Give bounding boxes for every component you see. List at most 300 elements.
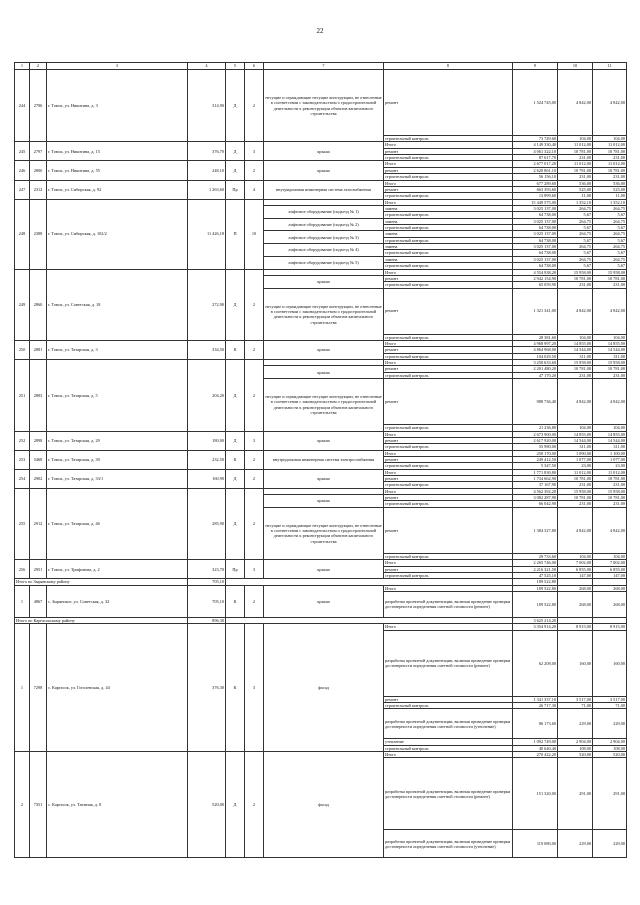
house-id: 2796 xyxy=(30,70,47,142)
house-id: 7298 xyxy=(30,624,47,752)
area: 1 263,60 xyxy=(188,180,226,199)
work-type: несущие и ограждающие несущие конструкции, не отнесенные в соответствии с законодательством о градостроительной деятельности к реконструкции объектов капитального строительства xyxy=(264,288,384,340)
cost-limit: 264,75 xyxy=(593,231,627,237)
work-kind: Итого xyxy=(384,560,513,566)
work-kind: Итого xyxy=(384,180,513,186)
cost-limit: 10 781,00 xyxy=(593,167,627,173)
cost-total: 2 617 920,00 xyxy=(513,437,558,443)
cost-per-sqm: 10 781,00 xyxy=(558,148,593,154)
cost-total: 15 449 575,00 xyxy=(513,199,558,205)
cost-total: 2 942 154,90 xyxy=(513,275,558,281)
work-kind: ремонт xyxy=(384,347,513,353)
header-cell: 5 xyxy=(226,63,245,70)
table-row xyxy=(15,142,627,148)
work-type: несущие и ограждающие несущие конструкции, не отнесенные в соответствии с законодательством о градостроительной деятельности к реконструкции объектов капитального строительства xyxy=(264,70,384,142)
cost-total: 4 864 968,00 xyxy=(513,347,558,353)
work-kind: ремонт xyxy=(384,366,513,372)
work-kind: ремонт xyxy=(384,288,513,334)
header-cell: 8 xyxy=(384,63,513,70)
cost-per-sqm: 71,00 xyxy=(558,703,593,709)
area: 896,30 xyxy=(188,617,226,623)
cost-total: 250 170,00 xyxy=(513,450,558,456)
cost-per-sqm: 4 842,00 xyxy=(558,288,593,334)
work-kind: строительный контроль xyxy=(384,136,513,142)
cost-per-sqm: 11 012,00 xyxy=(558,142,593,148)
cost-total: 3 354 914,20 xyxy=(513,624,558,630)
cost-per-sqm: 10 781,00 xyxy=(558,366,593,372)
cost-total: 119 080,00 xyxy=(513,830,558,858)
work-kind: строительный контроль xyxy=(384,745,513,751)
work-kind: строительный контроль xyxy=(384,425,513,431)
header-cell: 9 xyxy=(513,63,558,70)
cost-limit: 5,67 xyxy=(593,212,627,218)
work-type: внутридомовая инженерная система электроснабжения xyxy=(264,450,384,469)
work-kind: ремонт xyxy=(384,476,513,482)
work-type: крыша xyxy=(264,142,384,161)
work-kind: строительный контроль xyxy=(384,553,513,559)
cost-limit: 520,00 xyxy=(593,752,627,758)
district-total-label: Итого по Зырянскому району xyxy=(15,579,188,585)
district-total-label: Итого по Каргасокскому району xyxy=(15,617,188,623)
address: г. Томск, ул. Татарская, д. 33/1 xyxy=(47,469,188,488)
area: 160,90 xyxy=(188,469,226,488)
cost-per-sqm: 311,00 xyxy=(558,444,593,450)
cost-limit: 291,00 xyxy=(593,758,627,830)
work-kind: ремонт xyxy=(384,379,513,425)
cost-limit: 536,00 xyxy=(593,180,627,186)
cost-per-sqm: 264,75 xyxy=(558,205,593,211)
cost-limit: 311,00 xyxy=(593,444,627,450)
area: 204,20 xyxy=(188,360,226,431)
cost-per-sqm: 10 781,00 xyxy=(558,275,593,281)
cost-limit: 229,00 xyxy=(593,830,627,858)
cost-total: 104 029,50 xyxy=(513,353,558,359)
cost-limit: 14 855,00 xyxy=(593,431,627,437)
cost-per-sqm: 231,00 xyxy=(558,174,593,180)
cost-per-sqm: 11 012,00 xyxy=(558,469,593,475)
address: г. Томск, ул. Татарская, д. 29 xyxy=(47,431,188,450)
house-id: 2312 xyxy=(30,180,47,199)
work-kind: строительный контроль xyxy=(384,193,513,199)
header-cell: 2 xyxy=(30,63,47,70)
address: г. Томск, ул. Татарская, д. 39 xyxy=(47,450,188,469)
work-type: крыша xyxy=(264,495,384,508)
floors: 3 xyxy=(245,431,264,450)
cost-limit: 5,67 xyxy=(593,237,627,243)
cost-total: 1 384 327,80 xyxy=(513,507,558,553)
cost-per-sqm: 15 958,00 xyxy=(558,269,593,275)
work-kind: Итого xyxy=(384,161,513,167)
floors: 2 xyxy=(245,340,264,359)
work-kind: ремонт xyxy=(384,275,513,281)
cost-limit: 14 855,00 xyxy=(593,340,627,346)
work-kind: строительный контроль xyxy=(384,174,513,180)
page-number: 22 xyxy=(316,27,324,35)
cost-total: 47 170,20 xyxy=(513,372,558,378)
work-type: крыша xyxy=(264,340,384,359)
cost-per-sqm: 264,75 xyxy=(558,256,593,262)
area: 323,70 xyxy=(188,560,226,579)
cost-total: 2 216 321,50 xyxy=(513,566,558,572)
work-type: лифтовое оборудование (подъезд № 2) xyxy=(264,218,384,231)
cost-per-sqm: 1 077,00 xyxy=(558,456,593,462)
cost-per-sqm: 14 544,00 xyxy=(558,347,593,353)
cost-per-sqm: 5,67 xyxy=(558,237,593,243)
header-cell: 11 xyxy=(593,63,627,70)
cost-limit: 11 012,00 xyxy=(593,142,627,148)
cost-total: 40 640,40 xyxy=(513,745,558,751)
work-type: крыша xyxy=(264,431,384,450)
cost-limit: 4 842,00 xyxy=(593,507,627,553)
cost-total: 87 617,70 xyxy=(513,155,558,161)
cost-limit: 23,00 xyxy=(593,463,627,469)
work-kind: строительный контроль xyxy=(384,282,513,288)
wall-material: Д xyxy=(226,360,245,431)
cost-total: 2 201 480,20 xyxy=(513,366,558,372)
cost-limit: 104,00 xyxy=(593,334,627,340)
work-kind: строительный контроль xyxy=(384,372,513,378)
cost-total: 37 167,90 xyxy=(513,482,558,488)
work-type: лифтовое оборудование (подъезд № 4) xyxy=(264,244,384,257)
cost-limit: 231,00 xyxy=(593,174,627,180)
cost-limit: 3 517,00 xyxy=(593,696,627,702)
work-kind: Итого xyxy=(384,488,513,494)
cost-limit: 229,00 xyxy=(593,709,627,739)
area: 376,70 xyxy=(188,142,226,161)
work-type: лифтовое оборудование (подъезд № 3) xyxy=(264,231,384,244)
cost-limit: 525,00 xyxy=(593,186,627,192)
table-row xyxy=(15,624,627,630)
cost-limit: 104,00 xyxy=(593,136,627,142)
cost-limit: 14 544,00 xyxy=(593,347,627,353)
cost-total: 64 738,00 xyxy=(513,225,558,231)
work-kind: строительный контроль xyxy=(384,572,513,578)
row-number: 1 xyxy=(15,624,30,752)
work-kind: строительный контроль xyxy=(384,212,513,218)
work-kind: строительный контроль xyxy=(384,703,513,709)
work-kind: строительный контроль xyxy=(384,463,513,469)
house-id: 2860 xyxy=(30,269,47,340)
cost-total: 151 320,00 xyxy=(513,758,558,830)
area: 705,10 xyxy=(188,585,226,617)
work-type: внутридомовая инженерная система газоснабжения xyxy=(264,180,384,199)
cost-limit: 1 352,10 xyxy=(593,199,627,205)
header-cell: 7 xyxy=(264,63,384,70)
cost-limit: 264,75 xyxy=(593,244,627,250)
floors: 10 xyxy=(245,199,264,269)
area: 285,90 xyxy=(188,488,226,559)
row-number: 254 xyxy=(15,469,30,488)
cost-per-sqm: 268,00 xyxy=(558,591,593,617)
address: г. Томск, ул. Татарская, д. 3 xyxy=(47,340,188,359)
wall-material: К xyxy=(226,340,245,359)
wall-material: Д xyxy=(226,161,245,180)
address: г. Томск, ул. Татарская, д. 5 xyxy=(47,360,188,431)
cost-total: 189 522,80 xyxy=(513,591,558,617)
row-number: 251 xyxy=(15,360,30,431)
address: г. Томск, ул. Советская, д. 18 xyxy=(47,269,188,340)
house-id: 2883 xyxy=(30,360,47,431)
cost-limit: 10 781,00 xyxy=(593,148,627,154)
cost-limit: 104,00 xyxy=(593,425,627,431)
work-kind: строительный контроль xyxy=(384,501,513,507)
cost-total: 3 025 137,00 xyxy=(513,218,558,224)
row-number: 249 xyxy=(15,269,30,340)
cost-total: 1 524 745,00 xyxy=(513,70,558,136)
cost-total: 73 749,60 xyxy=(513,136,558,142)
work-kind: Итого xyxy=(384,431,513,437)
wall-material: Д xyxy=(226,431,245,450)
cost-total: 677 289,60 xyxy=(513,180,558,186)
work-kind: ремонт xyxy=(384,566,513,572)
work-kind: разработка проектной документации, включая проведение проверки достоверности определения сметной стоимости (утепление) xyxy=(384,830,513,858)
cost-limit: 147,00 xyxy=(593,572,627,578)
header-cell: 10 xyxy=(558,63,593,70)
cost-limit: 5,67 xyxy=(593,225,627,231)
cost-per-sqm: 231,00 xyxy=(558,501,593,507)
row-number: 248 xyxy=(15,199,30,269)
header-cell: 4 xyxy=(188,63,226,70)
work-kind: строительный контроль xyxy=(384,155,513,161)
wall-material: К xyxy=(226,624,245,752)
work-type: лифтовое оборудование (подъезд № 5) xyxy=(264,256,384,269)
cost-limit: 231,00 xyxy=(593,501,627,507)
cost-per-sqm: 5,67 xyxy=(558,212,593,218)
work-type: фасад xyxy=(264,752,384,858)
work-kind: строительный контроль xyxy=(384,482,513,488)
floors: 2 xyxy=(245,585,264,617)
header-cell: 1 xyxy=(15,63,30,70)
cost-per-sqm: 525,00 xyxy=(558,186,593,192)
cost-total: 189 522,80 xyxy=(513,579,558,585)
cost-total: 56 156,10 xyxy=(513,174,558,180)
cost-per-sqm: 1 090,00 xyxy=(558,450,593,456)
cost-per-sqm: 10 781,00 xyxy=(558,167,593,173)
work-kind: Итого xyxy=(384,269,513,275)
work-kind: утепление xyxy=(384,739,513,745)
table-row xyxy=(15,431,627,437)
cost-total: 189 522,80 xyxy=(513,585,558,591)
cost-total: 1 092 749,00 xyxy=(513,739,558,745)
cost-limit: 10 781,00 xyxy=(593,495,627,501)
cost-limit: 231,00 xyxy=(593,482,627,488)
cost-per-sqm: 15 958,00 xyxy=(558,488,593,494)
cost-per-sqm: 231,00 xyxy=(558,482,593,488)
cost-limit: 11,00 xyxy=(593,193,627,199)
address: г. Томск, ул. Никитина, д. 3 xyxy=(47,70,188,142)
row-number: 253 xyxy=(15,450,30,469)
cost-total: 988 736,40 xyxy=(513,379,558,425)
work-kind: Итого xyxy=(384,142,513,148)
row-number: 247 xyxy=(15,180,30,199)
cost-total: 4 554 938,20 xyxy=(513,269,558,275)
cost-per-sqm: 536,00 xyxy=(558,180,593,186)
cost-limit: 268,00 xyxy=(593,585,627,591)
row-number: 246 xyxy=(15,161,30,180)
work-kind: Итого xyxy=(384,752,513,758)
work-kind: замена xyxy=(384,218,513,224)
cost-total: 249 412,50 xyxy=(513,456,558,462)
cost-total: 26 717,30 xyxy=(513,703,558,709)
cost-per-sqm: 6 855,00 xyxy=(558,566,593,572)
cost-total: 2 673 900,00 xyxy=(513,431,558,437)
cost-total: 64 738,00 xyxy=(513,237,558,243)
wall-material: К xyxy=(226,585,245,617)
cost-total: 3 025 137,00 xyxy=(513,205,558,211)
table-row xyxy=(15,161,627,167)
cost-limit: 10 781,00 xyxy=(593,476,627,482)
cost-per-sqm: 5,67 xyxy=(558,263,593,269)
work-type: несущие и ограждающие несущие конструкции, не отнесенные в соответствии с законодательством о градостроительной деятельности к реконструкции объектов капитального строительства xyxy=(264,379,384,431)
cost-per-sqm: 104,00 xyxy=(558,553,593,559)
cost-per-sqm: 5,67 xyxy=(558,250,593,256)
floors: 2 xyxy=(245,70,264,142)
cost-per-sqm: 14 544,00 xyxy=(558,437,593,443)
cost-per-sqm: 104,00 xyxy=(558,136,593,142)
work-kind: Итого xyxy=(384,340,513,346)
cost-limit: 10 781,00 xyxy=(593,366,627,372)
work-kind: строительный контроль xyxy=(384,237,513,243)
area: 272,90 xyxy=(188,269,226,340)
cost-limit: 6 855,00 xyxy=(593,566,627,572)
house-id: 2902 xyxy=(30,469,47,488)
cost-limit: 71,00 xyxy=(593,703,627,709)
cost-per-sqm: 23,00 xyxy=(558,463,593,469)
house-id: 2797 xyxy=(30,142,47,161)
house-id: 2898 xyxy=(30,431,47,450)
cost-limit: 8 915,00 xyxy=(593,624,627,630)
house-id: 2388 xyxy=(30,199,47,269)
cost-per-sqm: 291,00 xyxy=(558,758,593,830)
cost-limit: 1 077,00 xyxy=(593,456,627,462)
cost-total: 86 173,60 xyxy=(513,709,558,739)
work-kind: строительный контроль xyxy=(384,444,513,450)
area: 376,30 xyxy=(188,624,226,752)
cost-per-sqm: 10 781,00 xyxy=(558,476,593,482)
cost-total: 66 042,90 xyxy=(513,501,558,507)
wall-material: Д xyxy=(226,70,245,142)
cost-total: 65 059,90 xyxy=(513,282,558,288)
cost-per-sqm: 160,00 xyxy=(558,630,593,696)
cost-total: 3 625 214,20 xyxy=(513,617,558,623)
cost-per-sqm: 3 517,00 xyxy=(558,696,593,702)
address: г. Томск, ул. Сибирская, д. 102/2 xyxy=(47,199,188,269)
row-number: 250 xyxy=(15,340,30,359)
cost-per-sqm: 229,00 xyxy=(558,709,593,739)
cost-per-sqm: 147,00 xyxy=(558,572,593,578)
cost-per-sqm: 14 855,00 xyxy=(558,340,593,346)
cost-per-sqm: 7 002,00 xyxy=(558,560,593,566)
area: 520,00 xyxy=(188,752,226,858)
cost-limit: 264,75 xyxy=(593,218,627,224)
cost-limit: 2 904,00 xyxy=(593,739,627,745)
work-kind: Итого xyxy=(384,624,513,630)
cost-per-sqm: 4 842,00 xyxy=(558,379,593,425)
address: г. Томск, ул. Никитина, д. 55 xyxy=(47,161,188,180)
floors: 3 xyxy=(245,624,264,752)
cost-limit: 268,00 xyxy=(593,591,627,617)
address: г. Томск, ул. Татарская, д. 46 xyxy=(47,488,188,559)
cost-limit: 4 842,00 xyxy=(593,70,627,136)
cost-total: 4 149 330,40 xyxy=(513,142,558,148)
cost-total: 3 082 287,90 xyxy=(513,495,558,501)
cost-total: 21 236,80 xyxy=(513,425,558,431)
work-kind: ремонт xyxy=(384,148,513,154)
cost-total: 1 341 337,10 xyxy=(513,696,558,702)
floors: 3 xyxy=(245,142,264,161)
work-kind: замена xyxy=(384,256,513,262)
cost-per-sqm: 4 842,00 xyxy=(558,507,593,553)
cost-per-sqm: 11 012,00 xyxy=(558,161,593,167)
cost-total: 4 562 392,20 xyxy=(513,488,558,494)
address: г. Томск, ул. Никитина, д. 15 xyxy=(47,142,188,161)
work-kind: строительный контроль xyxy=(384,334,513,340)
cost-total: 64 738,00 xyxy=(513,212,558,218)
cost-per-sqm: 520,00 xyxy=(558,752,593,758)
cost-limit: 14 544,00 xyxy=(593,437,627,443)
cost-limit: 264,75 xyxy=(593,205,627,211)
cost-limit: 15 958,00 xyxy=(593,488,627,494)
work-type: фасад xyxy=(264,624,384,752)
work-kind: строительный контроль xyxy=(384,353,513,359)
row-number: 244 xyxy=(15,70,30,142)
cost-per-sqm: 268,00 xyxy=(558,585,593,591)
cost-limit: 1 100,00 xyxy=(593,450,627,456)
cost-limit: 5,67 xyxy=(593,250,627,256)
cost-per-sqm: 5,67 xyxy=(558,225,593,231)
work-kind: ремонт xyxy=(384,507,513,553)
cost-limit: 4 842,00 xyxy=(593,379,627,425)
header-cell: 3 xyxy=(47,63,188,70)
wall-material: П xyxy=(226,199,245,269)
address: с. Каргасок, ул. Гоголевская, д. 44 xyxy=(47,624,188,752)
floors: 4 xyxy=(245,180,264,199)
house-id: 2800 xyxy=(30,161,47,180)
cost-per-sqm: 231,00 xyxy=(558,372,593,378)
work-kind: разработка проектной документации, включая проведение проверки достоверности определения сметной стоимости (ремонт) xyxy=(384,630,513,696)
cost-total: 270 422,20 xyxy=(513,752,558,758)
floors: 2 xyxy=(245,488,264,559)
row-number: 252 xyxy=(15,431,30,450)
work-kind: разработка проектной документации, включая проведение проверки достоверности определения сметной стоимости (ремонт) xyxy=(384,591,513,617)
cost-per-sqm: 11,00 xyxy=(558,193,593,199)
wall-material: Д xyxy=(226,469,245,488)
cost-total: 64 738,00 xyxy=(513,263,558,269)
cost-limit: 311,00 xyxy=(593,353,627,359)
work-type: крыша xyxy=(264,560,384,579)
address: г. Томск, ул. Сибирская, д. 92 xyxy=(47,180,188,199)
floors: 2 xyxy=(245,360,264,431)
cost-total: 2 677 017,20 xyxy=(513,161,558,167)
work-type: лифтовое оборудование (подъезд № 1) xyxy=(264,205,384,218)
floors: 2 xyxy=(245,269,264,340)
table-row xyxy=(15,70,627,136)
header-cell: 6 xyxy=(245,63,264,70)
work-type: крыша xyxy=(264,469,384,488)
cost-per-sqm: 104,00 xyxy=(558,334,593,340)
work-kind: строительный контроль xyxy=(384,263,513,269)
work-type: крыша xyxy=(264,161,384,180)
work-kind: разработка проектной документации, включая проведение проверки достоверности определения сметной стоимости (утепление) xyxy=(384,709,513,739)
cost-per-sqm: 4 842,00 xyxy=(558,70,593,136)
house-id: 5468 xyxy=(30,450,47,469)
work-kind: ремонт xyxy=(384,456,513,462)
cost-limit: 15 958,00 xyxy=(593,360,627,366)
cost-limit: 7 002,00 xyxy=(593,560,627,566)
cost-limit: 160,00 xyxy=(593,630,627,696)
cost-per-sqm: 229,00 xyxy=(558,830,593,858)
cost-total: 29 733,60 xyxy=(513,553,558,559)
